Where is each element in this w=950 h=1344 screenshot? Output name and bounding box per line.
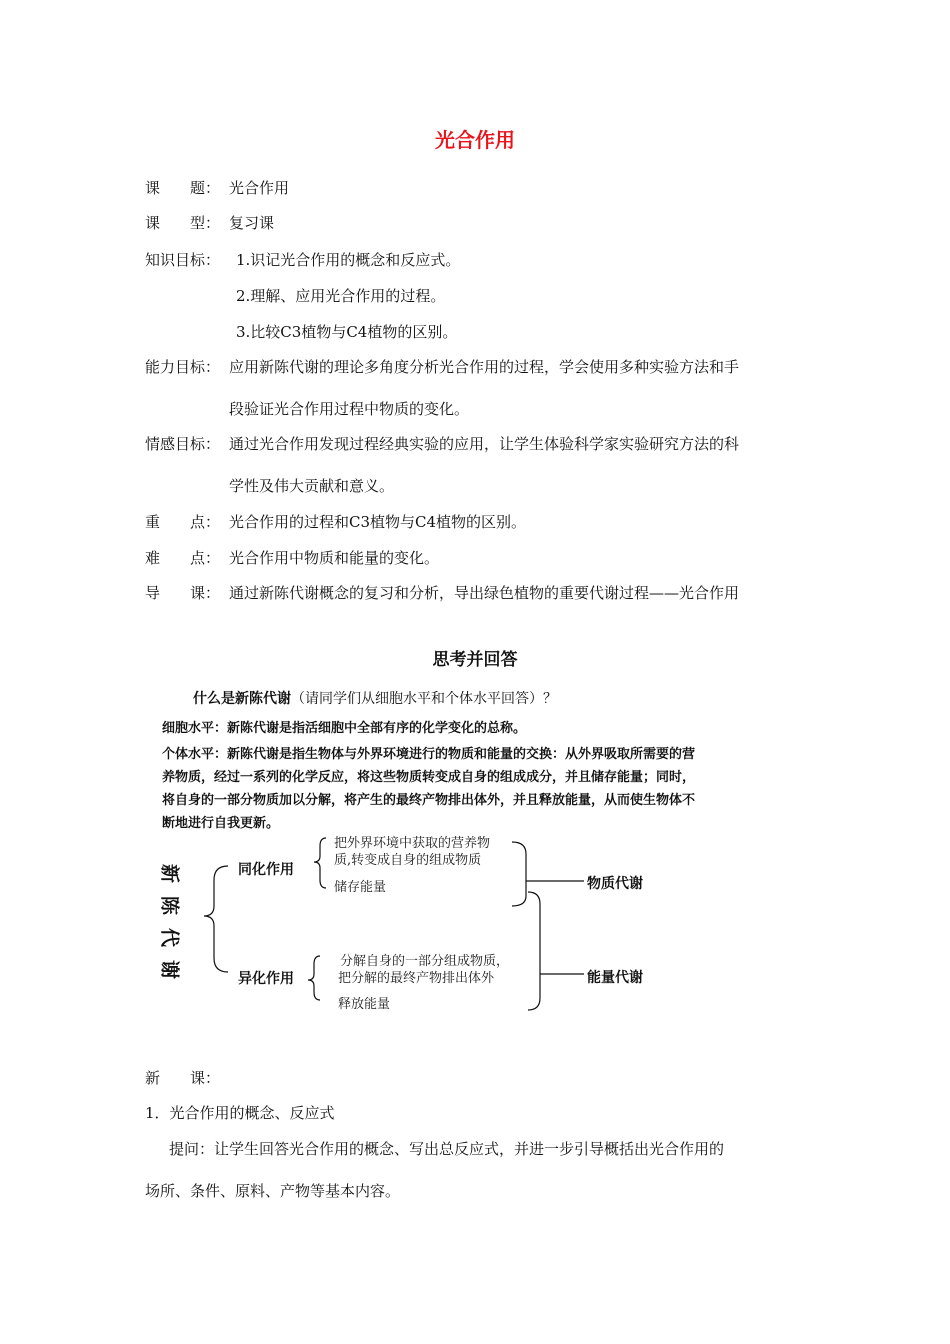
ability-line: 段验证光合作用过程中物质的变化。 [229,400,470,418]
type-value: 复习课 [229,214,275,232]
dissimilation-line: 把分解的最终产物排出体外 [338,971,495,986]
knowledge-item: 3.比较C3植物与C4植物的区别。 [236,323,458,341]
knowledge-item: 2.理解、应用光合作用的过程。 [236,287,446,305]
ability-line: 应用新陈代谢的理论多角度分析光合作用的过程，学会使用多种实验方法和手 [229,358,740,376]
page-title: 光合作用 [435,128,515,152]
dissimilation-release: 释放能量 [338,997,391,1012]
intro-label: 导 课： [145,584,221,602]
energy-metabolism-label: 能量代谢 [587,970,643,986]
assimilation-label: 同化作用 [238,862,294,878]
ability-label: 能力目标： [145,358,221,376]
question-bold: 什么是新陈代谢 [193,691,291,707]
topic-value: 光合作用 [229,179,290,197]
question-rest: （请同学们从细胞水平和个体水平回答）？ [291,691,557,707]
assimilation-line: 质,转变成自身的组成物质 [334,853,482,868]
difficulty-value: 光合作用中物质和能量的变化。 [229,549,440,567]
new-lesson-line: 提问：让学生回答光合作用的概念、写出总反应式，并进一步引导概括出光合作用的 [169,1140,725,1158]
key-point-value: 光合作用的过程和C3植物与C4植物的区别。 [229,513,527,531]
emotion-label: 情感目标： [145,435,221,453]
root-char: 代 [158,927,181,947]
new-lesson-heading: 1．光合作用的概念、反应式 [145,1104,335,1122]
topic-label: 课 题： [145,179,221,197]
knowledge-label: 知识目标： [145,251,221,269]
knowledge-item: 1.识记光合作用的概念和反应式。 [236,251,461,269]
intro-value: 通过新陈代谢概念的复习和分析，导出绿色植物的重要代谢过程——光合作用 [229,584,740,602]
new-lesson-line: 场所、条件、原料、产物等基本内容。 [145,1182,401,1200]
emotion-line: 通过光合作用发现过程经典实验的应用，让学生体验科学家实验研究方法的科 [229,435,740,453]
section-title: 思考并回答 [432,650,518,670]
type-label: 课 型： [145,214,221,232]
difficulty-label: 难 点： [145,549,221,567]
root-char: 新 [158,863,181,883]
cell-level-text: 细胞水平：新陈代谢是指活细胞中全部有序的化学变化的总称。 [162,721,527,736]
assimilation-line: 把外界环境中获取的营养物 [334,836,491,851]
dissimilation-line: 分解自身的一部分组成物质， [340,954,510,969]
root-char: 陈 [158,895,181,915]
key-point-label: 重 点： [145,513,221,531]
new-lesson-label: 新 课： [145,1069,221,1087]
emotion-line: 学性及伟大贡献和意义。 [229,477,395,495]
individual-level-text: 个体水平：新陈代谢是指生物体与外界环境进行的物质和能量的交换：从外界吸取所需要的营养物质，经过一系列的化学反应，将这些物质转变成自身的组成成分，并且储存能量；同时，将自身的一部分物质加以分解，将产生的最终产物排出体外，并且释放能量，从而使生物体不断地进行自我更新。 [162,747,696,831]
dissimilation-label: 异化作用 [238,971,294,987]
assimilation-store: 储存能量 [334,880,387,895]
root-char: 谢 [158,959,181,979]
material-metabolism-label: 物质代谢 [587,876,643,892]
